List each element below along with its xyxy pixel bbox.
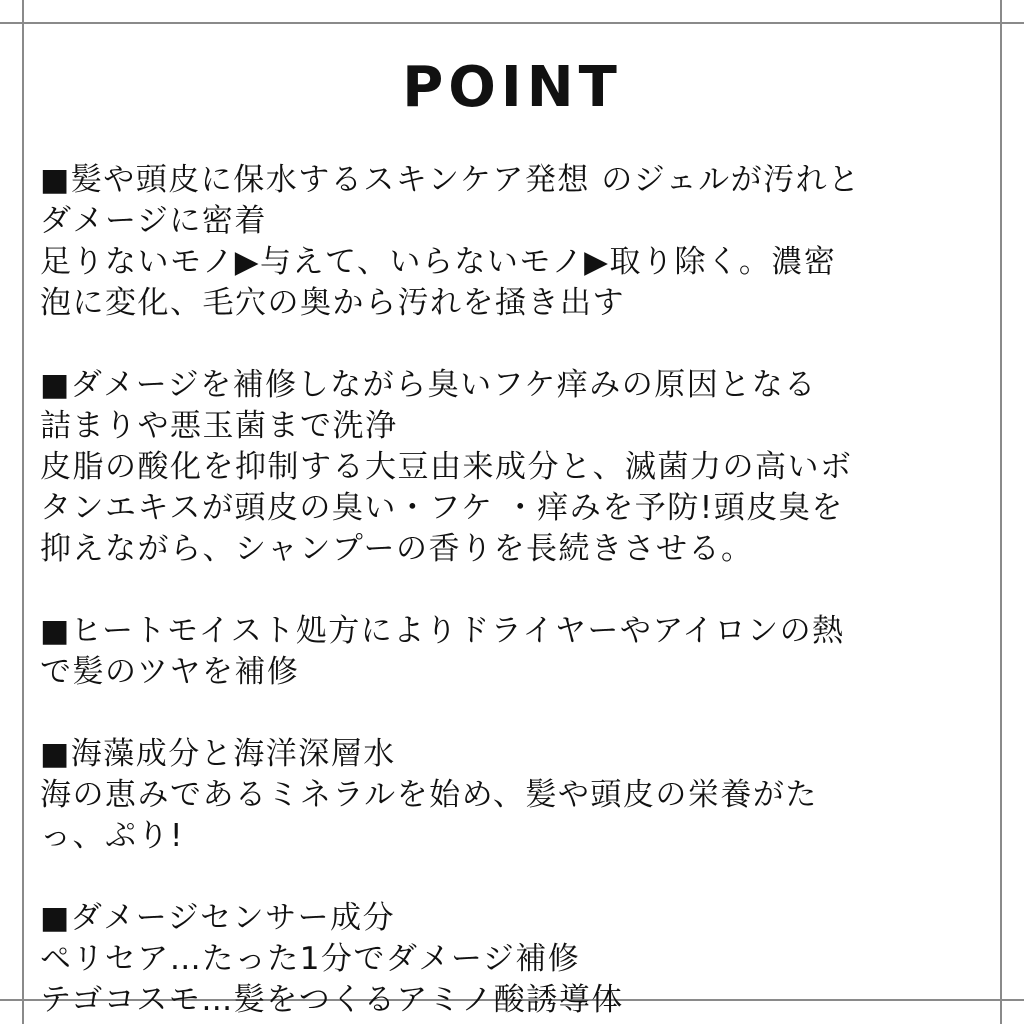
- section-line: 足りないモノ▶与えて、いらないモノ▶取り除く。濃密: [40, 244, 837, 280]
- section-line: ■ダメージを補修しながら臭いフケ痒みの原因となる: [40, 367, 817, 403]
- point-section-damage-sensor: [40, 898, 990, 1021]
- section-line: ペリセア…たった1分でダメージ補修: [40, 941, 581, 977]
- page-title: POINT: [402, 55, 622, 120]
- section-line: 海の恵みであるミネラルを始め、髪や頭皮の栄養がた: [40, 777, 818, 813]
- section-line: ■ヒートモイスト処方によりドライヤーやアイロンの熱: [40, 613, 845, 649]
- section-line: テゴコスモ…髪をつくるアミノ酸誘導体: [40, 982, 624, 1018]
- frame-top-line: [0, 22, 1024, 24]
- frame-right-line: [1000, 0, 1002, 1024]
- section-line: ■ダメージセンサー成分: [40, 900, 396, 936]
- point-section-scalp-care: [40, 365, 990, 570]
- section-line: 詰まりや悪玉菌まで洗浄: [40, 408, 398, 444]
- section-line: っ、ぷり!: [40, 818, 184, 854]
- point-section-heat-moist: [40, 611, 990, 693]
- section-line: ■海藻成分と海洋深層水: [40, 736, 396, 772]
- section-line: で髪のツヤを補修: [40, 654, 300, 690]
- section-line: 泡に変化、毛穴の奥から汚れを掻き出す: [40, 285, 625, 321]
- frame-left-line: [22, 0, 24, 1024]
- section-line: 抑えながら、シャンプーの香りを長続きさせる。: [40, 531, 754, 567]
- section-line: 皮脂の酸化を抑制する大豆由来成分と、滅菌力の高いボ: [40, 449, 853, 485]
- section-line: ダメージに密着: [40, 203, 267, 239]
- section-line: ■髪や頭皮に保水するスキンケア発想 のジェルが汚れと: [40, 162, 861, 198]
- point-section-hydration: [40, 160, 990, 324]
- section-line: タンエキスが頭皮の臭い・フケ ・痒みを予防!頭皮臭を: [40, 490, 844, 526]
- point-section-seaweed: [40, 734, 990, 857]
- point-content: [40, 160, 990, 1021]
